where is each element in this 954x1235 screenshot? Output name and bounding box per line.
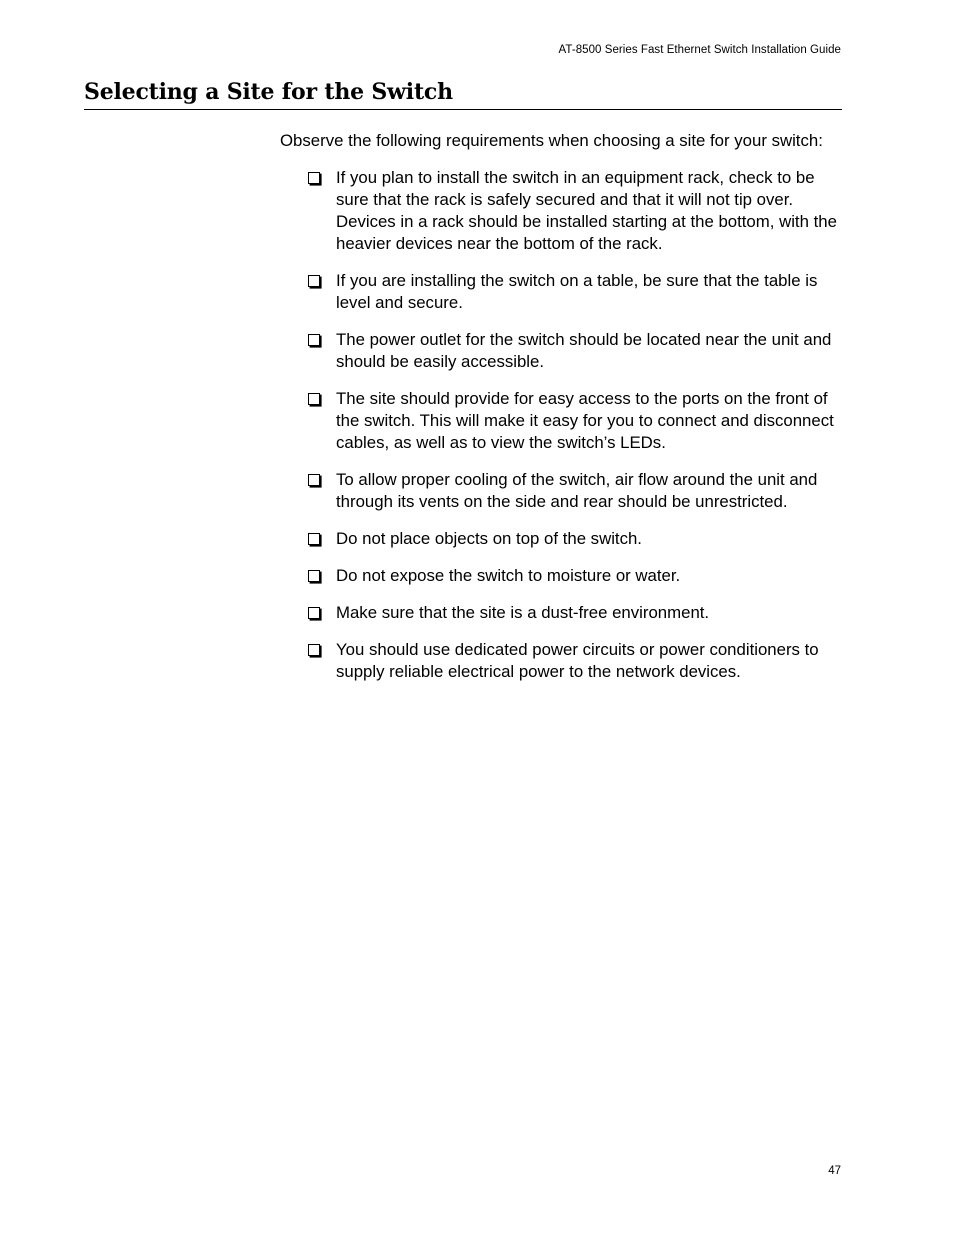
list-item <box>308 639 842 683</box>
checkbox-icon <box>308 474 320 486</box>
page-number: 47 <box>828 1165 841 1177</box>
running-header: AT-8500 Series Fast Ethernet Switch Installation Guide <box>558 44 841 56</box>
list-item <box>308 565 842 587</box>
list-item <box>308 602 842 624</box>
list-item <box>308 167 842 255</box>
checkbox-icon <box>308 607 320 619</box>
list-item-text: You should use dedicated power circuits or power conditioners to supply reliable electrical power to the network devices. <box>336 640 819 681</box>
list-item <box>308 469 842 513</box>
list-item-text: Do not place objects on top of the switch. <box>336 529 642 548</box>
section-title: Selecting a Site for the Switch <box>84 79 453 105</box>
checkbox-icon <box>308 334 320 346</box>
checkbox-icon <box>308 644 320 656</box>
checkbox-icon <box>308 570 320 582</box>
checkbox-icon <box>308 275 320 287</box>
checkbox-icon <box>308 393 320 405</box>
list-item <box>308 270 842 314</box>
list-item-text: If you plan to install the switch in an equipment rack, check to be sure that the rack is safely secured and that it will not tip over. Devices in a rack should be installed starting at the bottom, with the heavier devices near the bottom of the rack. <box>336 168 837 253</box>
title-rule <box>84 109 842 110</box>
intro-paragraph: Observe the following requirements when choosing a site for your switch: <box>280 131 823 150</box>
list-item-text: If you are installing the switch on a table, be sure that the table is level and secure. <box>336 271 818 312</box>
checkbox-icon <box>308 533 320 545</box>
list-item <box>308 329 842 373</box>
list-item <box>308 388 842 454</box>
list-item-text: Do not expose the switch to moisture or water. <box>336 566 681 585</box>
list-item-text: The site should provide for easy access to the ports on the front of the switch. This will make it easy for you to connect and disconnect cables, as well as to view the switch’s LEDs. <box>336 389 834 452</box>
section-body <box>280 130 842 698</box>
list-item <box>308 528 842 550</box>
list-item-text: Make sure that the site is a dust-free environment. <box>336 603 710 622</box>
list-item-text: To allow proper cooling of the switch, air flow around the unit and through its vents on the side and rear should be unrestricted. <box>336 470 818 511</box>
requirements-list <box>280 167 842 683</box>
checkbox-icon <box>308 172 320 184</box>
list-item-text: The power outlet for the switch should be located near the unit and should be easily accessible. <box>336 330 832 371</box>
